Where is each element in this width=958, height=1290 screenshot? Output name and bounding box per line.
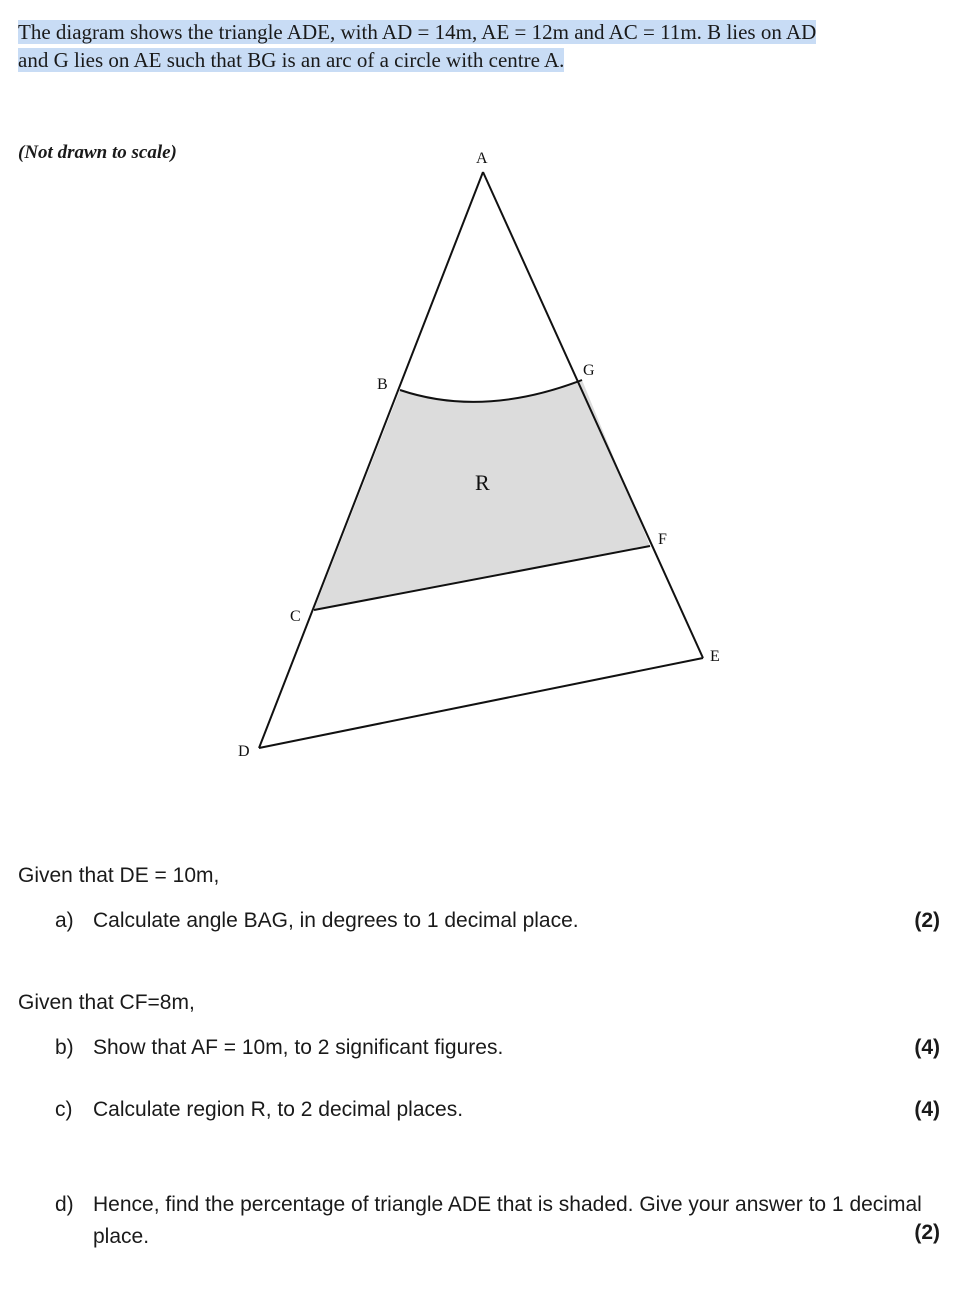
question-b-marks: (4) bbox=[914, 1036, 940, 1059]
side-de bbox=[259, 658, 703, 748]
given-cf: Given that CF=8m, bbox=[18, 991, 195, 1014]
question-d bbox=[55, 1189, 945, 1253]
question-b-text: Show that AF = 10m, to 2 significant figures. bbox=[93, 1036, 504, 1059]
region-r-shading bbox=[314, 380, 650, 610]
question-d-text-1: Hence, find the percentage of triangle ADE that is shaded. Give your answer to 1 decimal bbox=[93, 1193, 922, 1216]
intro-line-2: and G lies on AE such that BG is an arc of a circle with centre A. bbox=[18, 48, 565, 72]
label-c: C bbox=[290, 608, 301, 625]
label-e: E bbox=[710, 648, 720, 665]
question-b bbox=[55, 1036, 503, 1060]
label-a: A bbox=[476, 150, 488, 167]
question-d-text-2: place. bbox=[93, 1225, 150, 1248]
question-c-letter: c) bbox=[55, 1098, 73, 1121]
question-a bbox=[55, 909, 579, 933]
intro-line-1: The diagram shows the triangle ADE, with AD = 14m, AE = 12m and AC = 11m. B lies on AD bbox=[18, 20, 817, 44]
label-f: F bbox=[658, 531, 667, 548]
label-g: G bbox=[583, 362, 595, 379]
question-a-letter: a) bbox=[55, 909, 74, 932]
question-c-text: Calculate region R, to 2 decimal places. bbox=[93, 1098, 464, 1121]
question-a-text: Calculate angle BAG, in degrees to 1 decimal place. bbox=[93, 909, 579, 932]
label-b: B bbox=[377, 376, 388, 393]
question-b-letter: b) bbox=[55, 1036, 74, 1059]
question-c-marks: (4) bbox=[914, 1098, 940, 1121]
question-d-letter: d) bbox=[55, 1193, 74, 1216]
label-r: R bbox=[475, 470, 490, 495]
given-de: Given that DE = 10m, bbox=[18, 864, 220, 887]
question-c bbox=[55, 1098, 463, 1122]
question-a-marks: (2) bbox=[914, 909, 940, 932]
label-d: D bbox=[238, 743, 250, 760]
question-d-marks: (2) bbox=[914, 1221, 940, 1244]
not-to-scale-note: (Not drawn to scale) bbox=[18, 142, 177, 163]
